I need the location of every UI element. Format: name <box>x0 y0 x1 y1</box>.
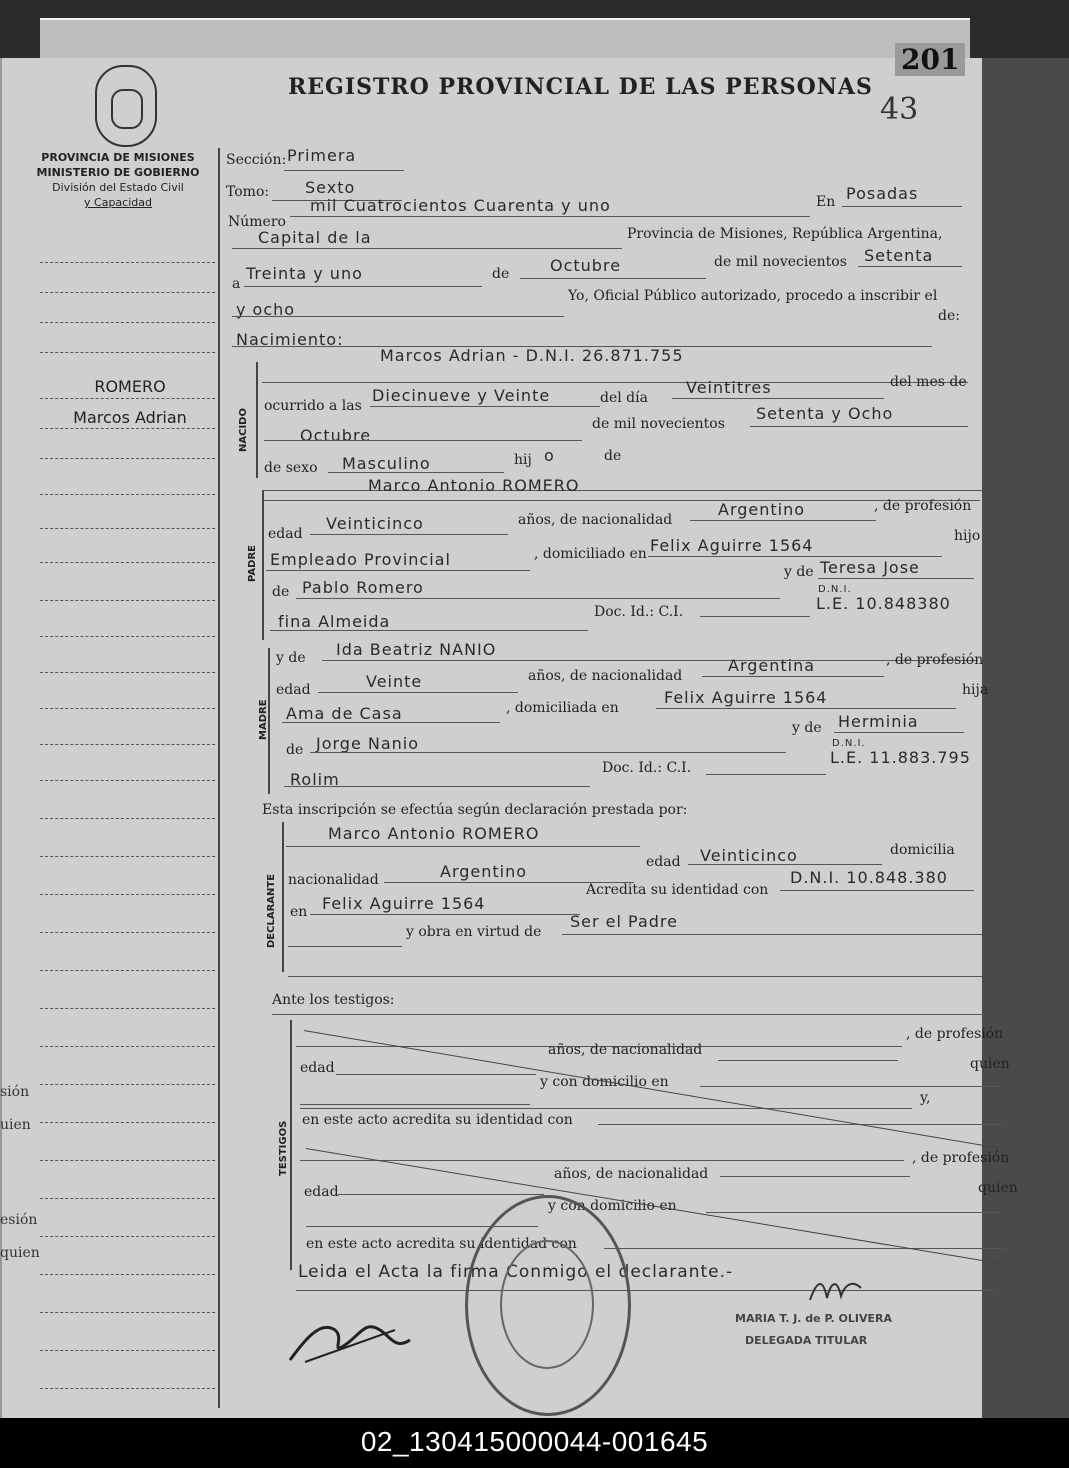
margin-surname: ROMERO <box>94 377 166 396</box>
testigos-intro: Ante los testigos: <box>272 992 395 1008</box>
document-title: REGISTRO PROVINCIAL DE LAS PERSONAS <box>288 74 873 100</box>
testigo1-y-label: y, <box>920 1090 931 1106</box>
left-edge-text: sión <box>0 1084 30 1100</box>
numero-value: mil Cuatrocientos Cuarenta y uno <box>310 196 611 215</box>
madre-domicilio-label: , domiciliada en <box>506 700 619 716</box>
madre-name: Ida Beatriz NANIO <box>336 640 497 659</box>
ministry-line: y Capacidad <box>84 196 152 209</box>
padre-de-label: de <box>272 584 290 600</box>
testigo1-edad-label: edad <box>300 1060 335 1076</box>
madre-madre-value: Herminia <box>838 712 919 731</box>
testigos-section-label: TESTIGOS <box>278 1120 289 1176</box>
left-edge-text: esión <box>0 1212 38 1228</box>
declarante-edad-label: edad <box>646 854 681 870</box>
madre-profesion-label: , de profesión <box>886 652 984 668</box>
anio-label: de mil novecientos <box>714 254 847 270</box>
padre-doc-value: L.E. 10.848380 <box>816 594 951 613</box>
declarante-nacionalidad-label: nacionalidad <box>288 872 379 888</box>
padre-anios-label: años, de nacionalidad <box>518 512 673 528</box>
declarante-obra-label: y obra en virtud de <box>406 924 542 940</box>
declarante-edad-value: Veinticinco <box>700 846 798 865</box>
numero-label: Número <box>228 214 286 230</box>
anio-value: Setenta y Ocho <box>756 404 894 423</box>
provincia-text: Provincia de Misiones, República Argentina, <box>627 226 943 242</box>
testigo1-quien-label: quien <box>970 1056 1010 1072</box>
madre-y-de-label-2: y de <box>792 720 822 736</box>
capital-value: Capital de la <box>258 228 372 247</box>
testigo1-domicilio-label: y con domicilio en <box>540 1074 669 1090</box>
tomo-label: Tomo: <box>226 184 270 200</box>
del-mes-label: del mes de <box>890 374 967 390</box>
mes-value: Octubre <box>300 426 372 445</box>
official-stamp-inner <box>500 1240 594 1369</box>
document-code: 02_130415000044-001645 <box>360 1426 709 1457</box>
sexo-label: de sexo <box>264 460 318 476</box>
declarante-name: Marco Antonio ROMERO <box>328 824 540 843</box>
de-label-2: de: <box>938 308 960 324</box>
padre-edad-label: edad <box>268 526 303 542</box>
madre-profesion-value: Ama de Casa <box>286 704 403 723</box>
testigo1-acredita-label: en este acto acredita su identidad con <box>302 1112 573 1128</box>
padre-name: Marco Antonio ROMERO <box>368 476 580 495</box>
dia-value: Veintitres <box>686 378 772 397</box>
a-label: a <box>232 276 241 292</box>
ministry-line: División del Estado Civil <box>52 181 184 194</box>
en-value: Posadas <box>846 184 919 203</box>
declarante-acredita-label: Acredita su identidad con <box>586 882 769 898</box>
madre-de-label: de <box>286 742 304 758</box>
madre-madre-value-cont: Rolim <box>290 770 340 789</box>
testigo2-domicilio-label: y con domicilio en <box>548 1198 677 1214</box>
padre-doc-label: Doc. Id.: C.I. <box>594 604 684 620</box>
declarante-domicilia-label: domicilia <box>890 842 955 858</box>
madre-doc-value: L.E. 11.883.795 <box>830 748 971 767</box>
de-label: de <box>492 266 510 282</box>
en-label: En <box>816 194 836 210</box>
ocurrido-label: ocurrido a las <box>264 398 362 414</box>
ministry-line: PROVINCIA DE MISIONES <box>41 151 195 164</box>
mes-value: Octubre <box>550 256 622 275</box>
anio-label: de mil novecientos <box>592 416 725 432</box>
madre-padre-value: Jorge Nanio <box>316 734 420 753</box>
testigo2-profesion-label: , de profesión <box>912 1150 1010 1166</box>
anio-value-cont: y ocho <box>236 300 296 319</box>
folio-number: 43 <box>880 92 919 127</box>
madre-section-label: MADRE <box>258 699 269 740</box>
padre-madre-value-cont: fina Almeida <box>278 612 391 631</box>
del-dia-label: del día <box>600 390 648 406</box>
padre-domicilio-value: Felix Aguirre 1564 <box>650 536 814 555</box>
madre-nacionalidad-value: Argentina <box>728 656 816 675</box>
seccion-value: Primera <box>287 146 357 165</box>
sexo-value: Masculino <box>342 454 431 473</box>
nacido-section-label: NACIDO <box>238 408 249 452</box>
madre-anios-label: años, de nacionalidad <box>528 668 683 684</box>
tomo-value: Sexto <box>305 178 356 197</box>
padre-doc-mark: D.N.I. <box>818 584 852 595</box>
madre-doc-label: Doc. Id.: C.I. <box>602 760 692 776</box>
dia-value: Treinta y uno <box>246 264 363 283</box>
ministry-block <box>28 150 208 210</box>
testigo2-acredita-label: en este acto acredita su identidad con <box>306 1236 577 1252</box>
padre-padre-value: Pablo Romero <box>302 578 424 597</box>
padre-edad-value: Veinticinco <box>326 514 424 533</box>
madre-domicilio-value: Felix Aguirre 1564 <box>664 688 828 707</box>
declaracion-text: Esta inscripción se efectúa según declaración prestada por: <box>262 802 688 818</box>
coat-of-arms-icon <box>95 65 157 147</box>
declarante-en-label: en <box>290 904 308 920</box>
hijo-suffix: o <box>544 446 555 465</box>
left-edge-text: quien <box>0 1245 40 1261</box>
testigo2-quien-label: quien <box>978 1180 1018 1196</box>
madre-edad-value: Veinte <box>366 672 423 691</box>
padre-y-de-label: y de <box>784 564 814 580</box>
official-name: MARIA T. J. de P. OLIVERA <box>735 1312 892 1325</box>
nacido-name: Marcos Adrian - D.N.I. 26.871.755 <box>380 346 684 365</box>
madre-hija-label: hija <box>962 682 989 698</box>
testigo2-edad-label: edad <box>304 1184 339 1200</box>
padre-profesion-label: , de profesión <box>874 498 972 514</box>
hijo-label: hij <box>514 452 532 468</box>
declarant-signature-icon <box>285 1300 415 1370</box>
hora-value: Diecinueve y Veinte <box>372 386 551 405</box>
declarante-obra-value: Ser el Padre <box>570 912 678 931</box>
seccion-label: Sección: <box>226 152 287 168</box>
closing-text: Leida el Acta la firma Conmigo el declarante.- <box>298 1262 734 1282</box>
padre-nacionalidad-value: Argentino <box>718 500 806 519</box>
nacimiento-value: Nacimiento: <box>236 330 344 349</box>
padre-hijo-label: hijo <box>954 528 981 544</box>
anio-value: Setenta <box>864 246 934 265</box>
official-title: DELEGADA TITULAR <box>745 1334 868 1347</box>
margin-given-names: Marcos Adrian <box>73 408 187 427</box>
testigo1-profesion-label: , de profesión <box>906 1026 1004 1042</box>
left-edge-text: uien <box>0 1117 31 1133</box>
yo-text: Yo, Oficial Público autorizado, procedo a inscribir el <box>568 288 938 304</box>
testigo2-anios-label: años, de nacionalidad <box>554 1166 709 1182</box>
official-signature-icon <box>805 1270 865 1310</box>
folio-stamp: 201 <box>895 43 965 76</box>
madre-doc-mark: D.N.I. <box>832 738 866 749</box>
madre-edad-label: edad <box>276 682 311 698</box>
column-divider <box>218 148 220 1408</box>
madre-y-de-label: y de <box>276 650 306 666</box>
ministry-line: MINISTERIO DE GOBIERNO <box>36 166 200 179</box>
declarante-acredita-value: D.N.I. 10.848.380 <box>790 868 948 887</box>
declarante-nacionalidad-value: Argentino <box>440 862 528 881</box>
padre-section-label: PADRE <box>247 545 258 582</box>
de-label: de <box>604 448 622 464</box>
declarante-section-label: DECLARANTE <box>266 873 277 948</box>
padre-madre-value: Teresa Jose <box>820 558 920 577</box>
declarante-domicilio-value: Felix Aguirre 1564 <box>322 894 486 913</box>
padre-domicilio-label: , domiciliado en <box>534 546 647 562</box>
testigo1-anios-label: años, de nacionalidad <box>548 1042 703 1058</box>
padre-profesion-value: Empleado Provincial <box>270 550 451 569</box>
